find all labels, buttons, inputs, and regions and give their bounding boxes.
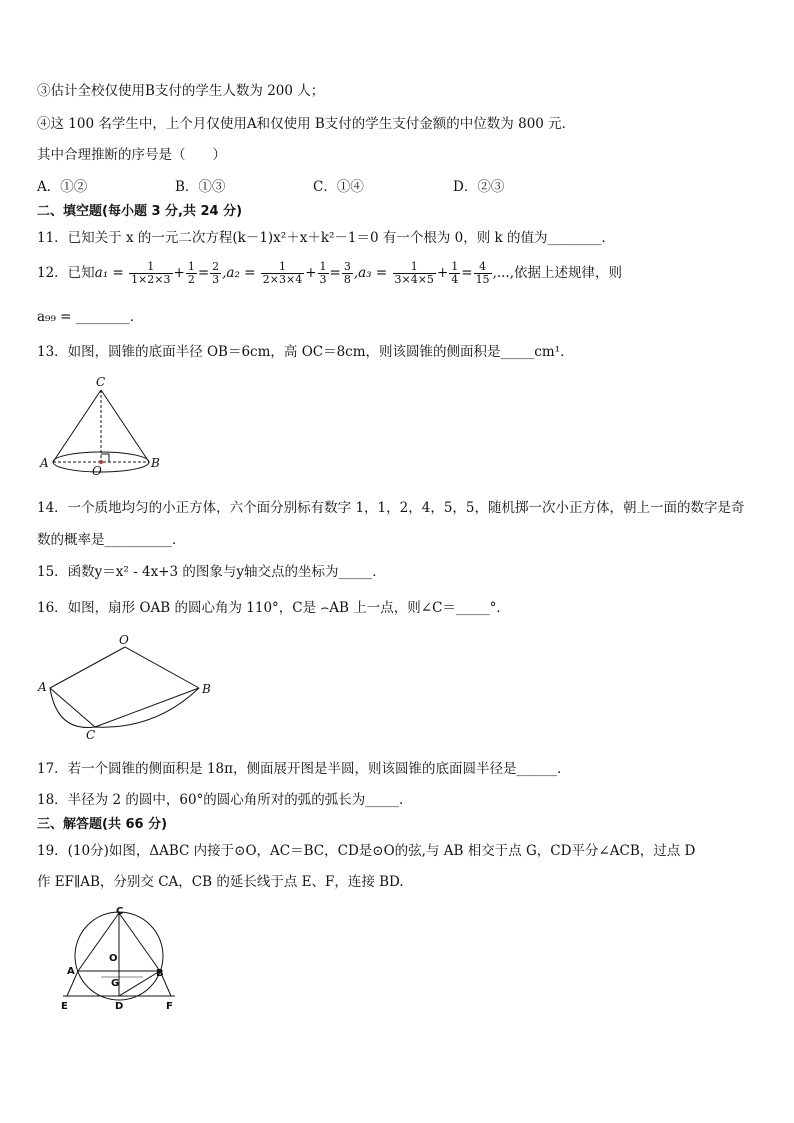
- denominator: 3: [319, 273, 327, 286]
- numerator: 1: [261, 261, 304, 274]
- fraction: [318, 261, 329, 286]
- label-c: C: [116, 906, 124, 917]
- numerator: 1: [451, 260, 459, 273]
- denominator: 3×4×5: [394, 273, 434, 286]
- question-17: 17．若一个圆锥的侧面积是 18π，侧面展开图是半圆，则该圆锥的底面圆半径是______．: [37, 761, 571, 777]
- question-18: 18．半径为 2 的圆中，60°的圆心角所对的弧的弧长为_____.: [37, 792, 404, 808]
- label-e: E: [61, 1001, 68, 1012]
- section-3-heading: 三、解答题(共 66 分): [37, 817, 168, 832]
- label-o: O: [109, 953, 118, 964]
- question-19-line-2: 作 EF∥AB，分别交 CA，CB 的延长线于点 E、F，连接 BD.: [37, 874, 404, 890]
- fraction: [474, 261, 492, 286]
- label-b: B: [151, 456, 160, 470]
- option-c: C．①④: [313, 179, 364, 195]
- denominator: 1×2×3: [131, 273, 171, 286]
- label-f: F: [166, 1001, 173, 1012]
- statement-3: ③估计全校仅使用B支付的学生人数为 200 人；: [37, 83, 325, 99]
- question-14-line-1: 14．一个质地均匀的小正方体，六个面分别标有数字 1，1，2，4，5，5，随机掷一次小正方体，朝上一面的数字是奇: [37, 500, 745, 516]
- numerator: 1: [319, 260, 327, 273]
- label-a: A: [67, 966, 75, 977]
- section-2-heading: 二、填空题(每小题 3 分,共 24 分): [37, 204, 243, 219]
- label-g: G: [111, 978, 120, 989]
- fraction: [186, 261, 197, 286]
- denominator: 3: [212, 273, 220, 286]
- question-16: 16．如图，扇形 OAB 的圆心角为 110°，C是 ⌢AB 上一点，则∠C＝_____°．: [37, 600, 510, 616]
- q12-prefix: 12．已知: [37, 265, 95, 281]
- numerator: 3: [343, 260, 351, 273]
- fraction: [393, 261, 436, 286]
- question-13: 13．如图，圆锥的底面半径 OB＝6cm，高 OC＝8cm，则该圆锥的侧面积是_____cm¹．: [37, 344, 574, 360]
- circle-triangle-figure: [55, 906, 185, 1016]
- denominator: 4: [451, 273, 459, 286]
- label-a: A: [40, 456, 49, 470]
- question-14-line-2: 数的概率是__________．: [37, 532, 186, 548]
- question-prompt: 其中合理推断的序号是（ ）: [37, 147, 226, 163]
- numerator: 1: [393, 261, 436, 274]
- fraction: [129, 261, 172, 286]
- q12-suffix: ,...,依据上述规律，则: [492, 265, 623, 281]
- option-d: D．②③: [453, 179, 505, 195]
- label-c: C: [96, 375, 106, 389]
- numerator: 2: [212, 260, 220, 273]
- q12-a2-label: ,a₂ =: [222, 265, 256, 281]
- option-a: A．①②: [37, 179, 88, 195]
- fraction: [342, 261, 353, 286]
- numerator: 4: [474, 261, 492, 274]
- fraction: [449, 261, 460, 286]
- numerator: 1: [187, 260, 195, 273]
- statement-4: ④这 100 名学生中，上个月仅使用A和仅使用 B支付的学生支付金额的中位数为 800 元．: [37, 116, 576, 132]
- sector-figure: [35, 632, 220, 744]
- cone-figure: [35, 374, 170, 479]
- label-d: D: [115, 1001, 124, 1012]
- question-12-answer: a₉₉ = ________．: [37, 309, 144, 325]
- denominator: 15: [475, 273, 490, 286]
- fraction: [261, 261, 304, 286]
- label-a: A: [38, 680, 47, 694]
- numerator: 1: [129, 261, 172, 274]
- question-12: 12．已知a₁ = $\frac{1}{1\times 2\times 3}$ + $\frac{1}{2}$ = $\frac{2}{3}$ ,a₂ = $\frac{1}{2\times 3\times 4}$ + $\frac{1}{3}$ = $\frac{3}{8}$ ,a₃ = $\frac{1}{3\times 4\times 5}$ + $\frac{1}{4}$ = $\frac{4}{15}$ ,...,依据上述规律，则: [37, 260, 623, 286]
- label-o: O: [119, 633, 129, 647]
- label-b: B: [156, 968, 164, 979]
- label-c: C: [86, 728, 96, 742]
- option-b: B．①③: [175, 179, 226, 195]
- q12-a3-label: ,a₃ =: [353, 265, 388, 281]
- denominator: 2×3×4: [262, 273, 303, 286]
- label-b: B: [202, 682, 211, 696]
- question-11: 11．已知关于 x 的一元二次方程(k－1)x²＋x＋k²－1＝0 有一个根为 0，则 k 的值为________．: [37, 230, 616, 246]
- question-15: 15．函数y＝x² - 4x+3 的图象与y轴交点的坐标为_____．: [37, 564, 386, 580]
- question-19-line-1: 19．(10分)如图，ΔABC 内接于⊙O，AC＝BC，CD是⊙O的弦,与 AB 相交于点 G，CD平分∠ACB，过点 D: [37, 843, 696, 859]
- denominator: 8: [343, 273, 351, 286]
- q12-a1-label: a₁ =: [94, 265, 124, 281]
- label-o: O: [92, 464, 102, 478]
- denominator: 2: [187, 273, 195, 286]
- fraction: [210, 261, 221, 286]
